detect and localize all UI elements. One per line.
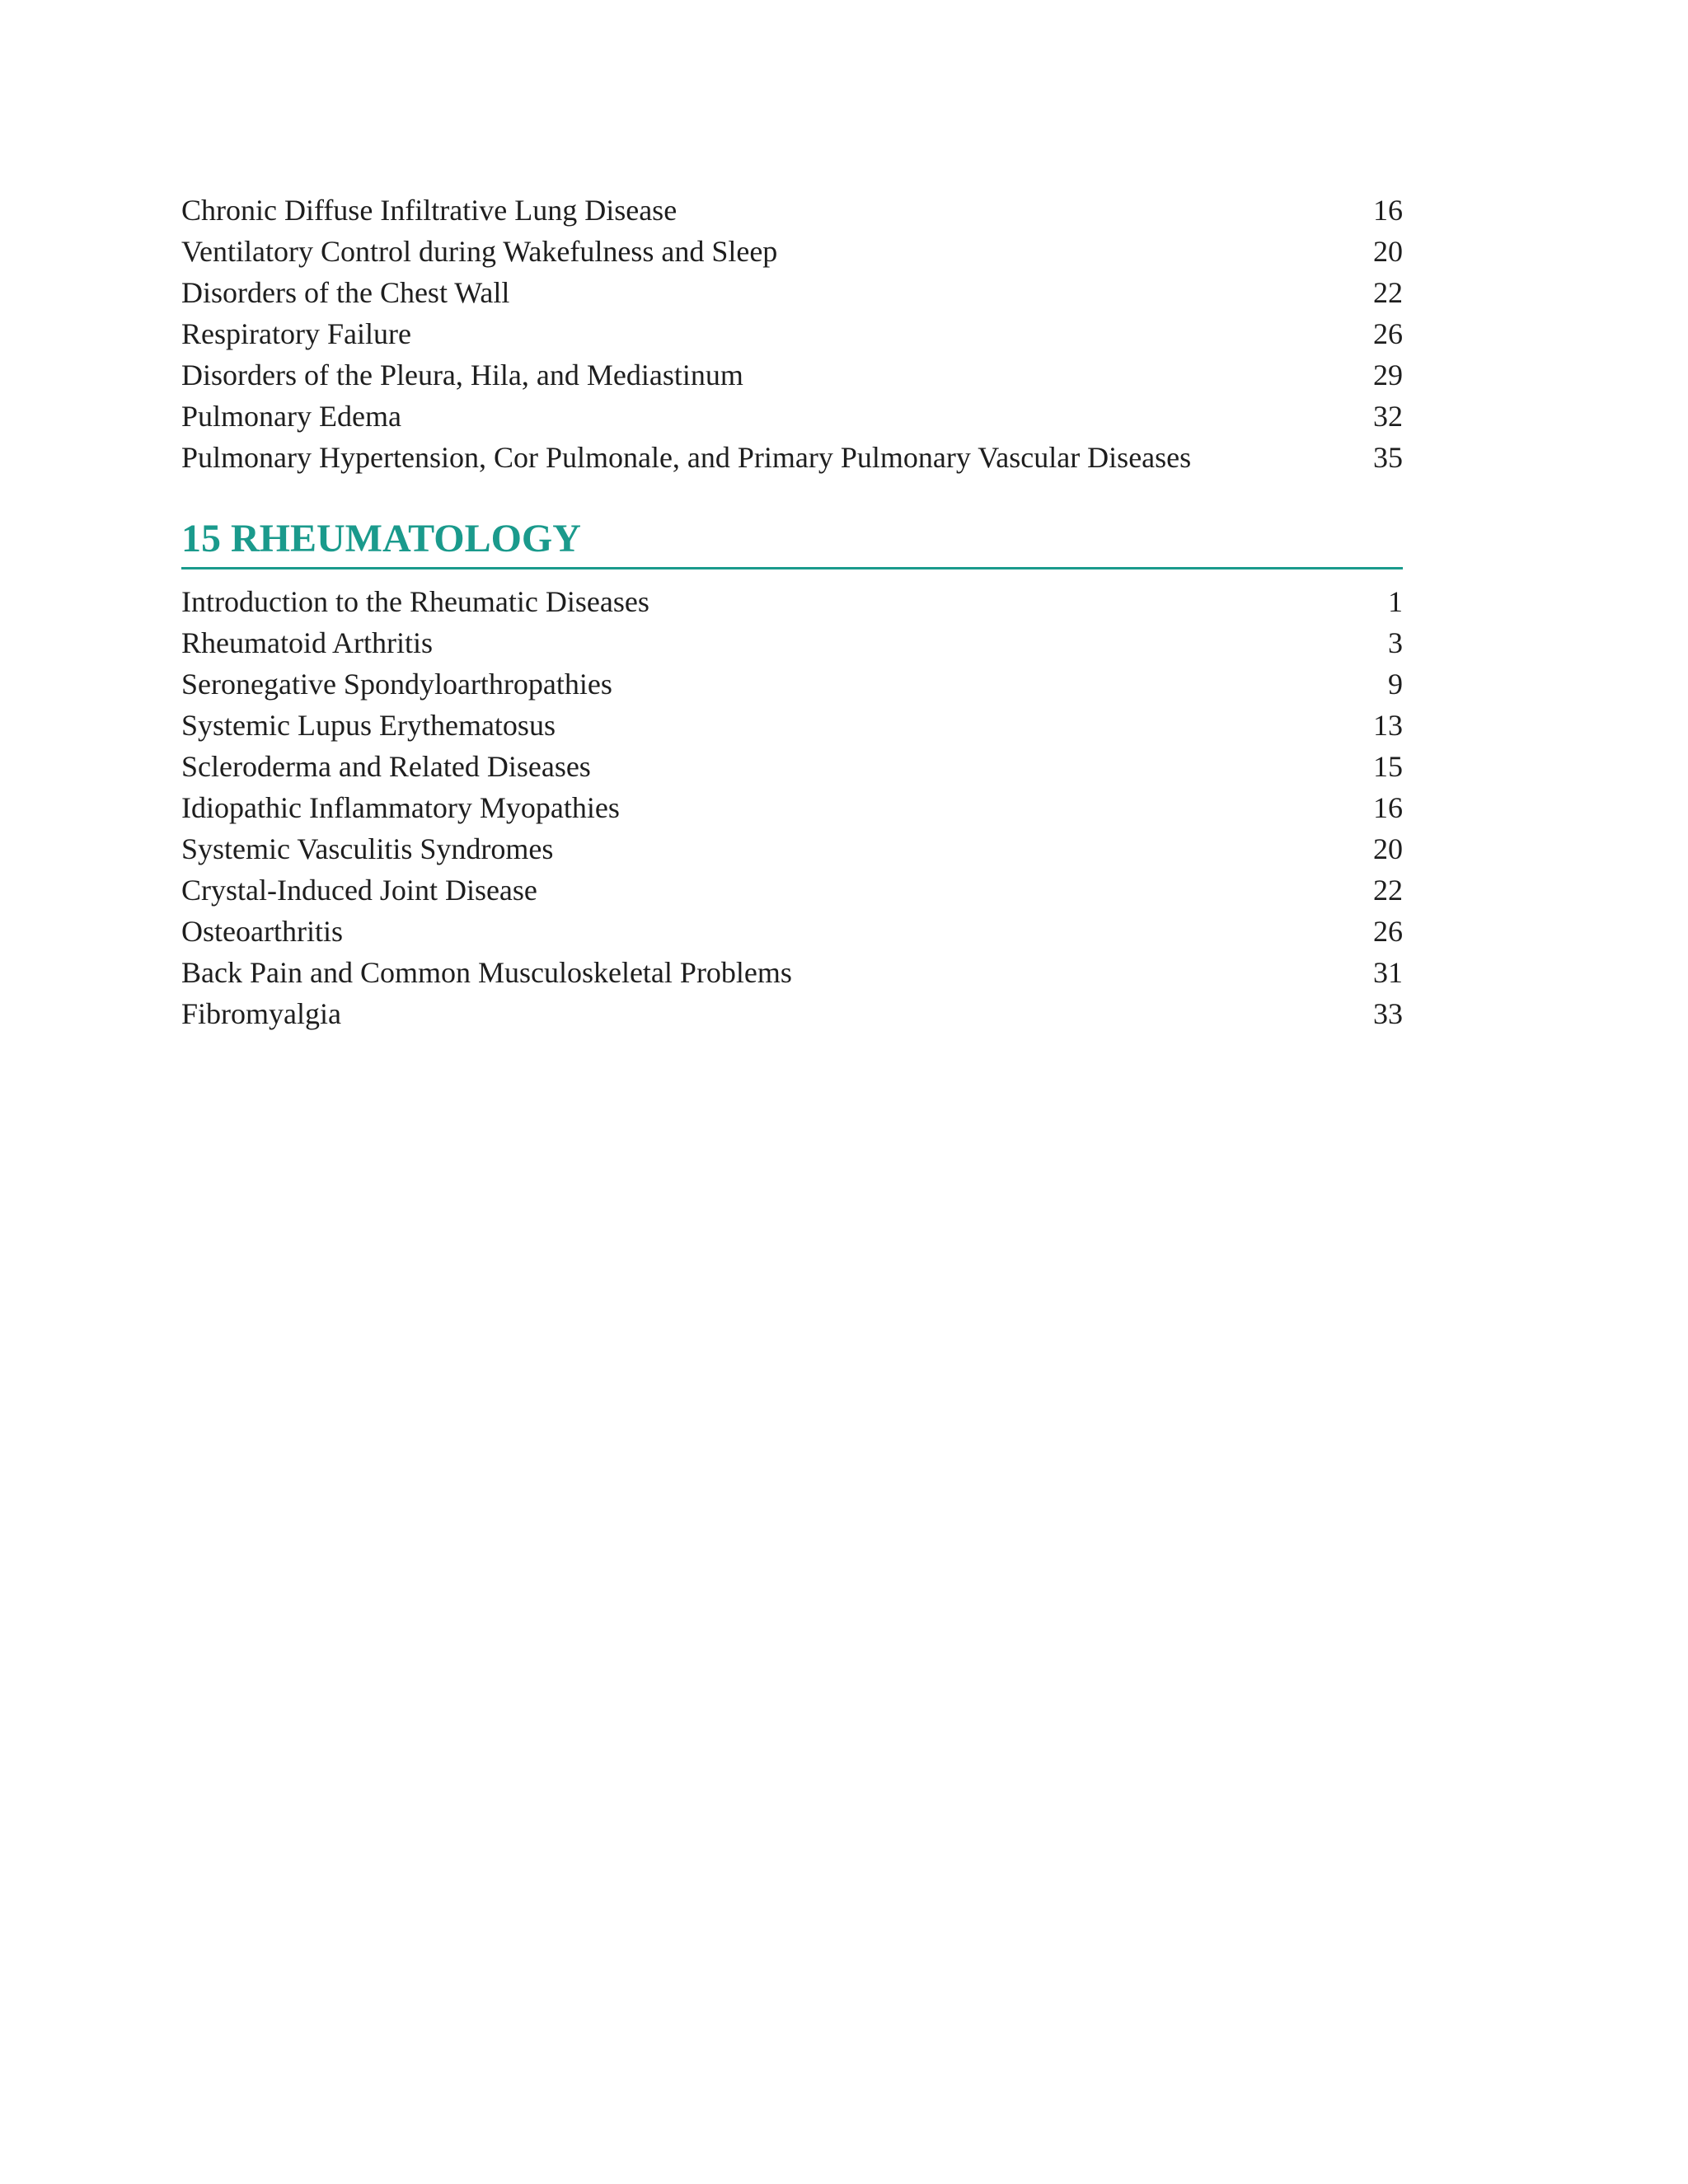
toc-entry-page: 26 (1373, 317, 1403, 350)
toc-entry[interactable] (181, 437, 1403, 478)
toc-entry-page: 1 (1388, 585, 1403, 618)
section-entries-list (181, 581, 1403, 1034)
toc-entry-title: Systemic Vasculitis Syndromes (181, 832, 554, 865)
toc-entry-title: Chronic Diffuse Infiltrative Lung Disease (181, 194, 678, 227)
toc-entry-title: Ventilatory Control during Wakefulness and Sleep (181, 235, 778, 268)
toc-entry-page: 15 (1373, 750, 1403, 783)
toc-entry-title: Pulmonary Edema (181, 400, 401, 433)
toc-entry[interactable] (181, 663, 1403, 705)
toc-entry-page: 31 (1373, 956, 1403, 989)
toc-entry-page: 26 (1373, 915, 1403, 948)
toc-entry-page: 35 (1373, 441, 1403, 474)
toc-entry-page: 20 (1373, 832, 1403, 865)
toc-entry[interactable] (181, 190, 1403, 231)
toc-entry-title: Back Pain and Common Musculoskeletal Problems (181, 956, 792, 989)
toc-entry[interactable] (181, 313, 1403, 354)
toc-entry-page: 22 (1373, 276, 1403, 309)
toc-entry-page: 16 (1373, 194, 1403, 227)
toc-entry[interactable] (181, 581, 1403, 622)
toc-entry-title: Disorders of the Pleura, Hila, and Mediastinum (181, 359, 743, 391)
toc-entry-page: 13 (1373, 709, 1403, 742)
toc-entry[interactable] (181, 746, 1403, 787)
toc-entry-title: Respiratory Failure (181, 317, 411, 350)
toc-entry[interactable] (181, 828, 1403, 869)
toc-entry-title: Seronegative Spondyloarthropathies (181, 668, 612, 701)
toc-entry-page: 16 (1373, 791, 1403, 824)
toc-entry[interactable] (181, 869, 1403, 911)
toc-entry-page: 22 (1373, 874, 1403, 907)
toc-entry-title: Disorders of the Chest Wall (181, 276, 510, 309)
toc-entry-title: Crystal-Induced Joint Disease (181, 874, 537, 907)
continued-entries-list (181, 190, 1403, 478)
toc-entry-page: 20 (1373, 235, 1403, 268)
toc-entry[interactable] (181, 354, 1403, 396)
toc-entry[interactable] (181, 396, 1403, 437)
toc-entry[interactable] (181, 787, 1403, 828)
toc-entry-title: Pulmonary Hypertension, Cor Pulmonale, and Primary Pulmonary Vascular Diseases (181, 441, 1192, 474)
toc-entry-title: Osteoarthritis (181, 915, 343, 948)
toc-entry[interactable] (181, 622, 1403, 663)
toc-entry-page: 29 (1373, 359, 1403, 391)
toc-entry[interactable] (181, 272, 1403, 313)
toc-entry[interactable] (181, 993, 1403, 1034)
toc-entry-page: 9 (1388, 668, 1403, 701)
toc-entry-title: Scleroderma and Related Diseases (181, 750, 591, 783)
toc-entry-title: Idiopathic Inflammatory Myopathies (181, 791, 620, 824)
toc-entry-title: Rheumatoid Arthritis (181, 626, 433, 659)
toc-entry[interactable] (181, 705, 1403, 746)
toc-entry[interactable] (181, 952, 1403, 993)
toc-entry-title: Introduction to the Rheumatic Diseases (181, 585, 649, 618)
table-of-contents (181, 190, 1403, 1034)
toc-entry-page: 32 (1373, 400, 1403, 433)
toc-entry-title: Systemic Lupus Erythematosus (181, 709, 556, 742)
toc-entry-title: Fibromyalgia (181, 997, 341, 1030)
toc-entry-page: 33 (1373, 997, 1403, 1030)
toc-entry-page: 3 (1388, 626, 1403, 659)
toc-entry[interactable] (181, 911, 1403, 952)
section-heading: 15 RHEUMATOLOGY (181, 516, 1403, 569)
toc-entry[interactable] (181, 231, 1403, 272)
